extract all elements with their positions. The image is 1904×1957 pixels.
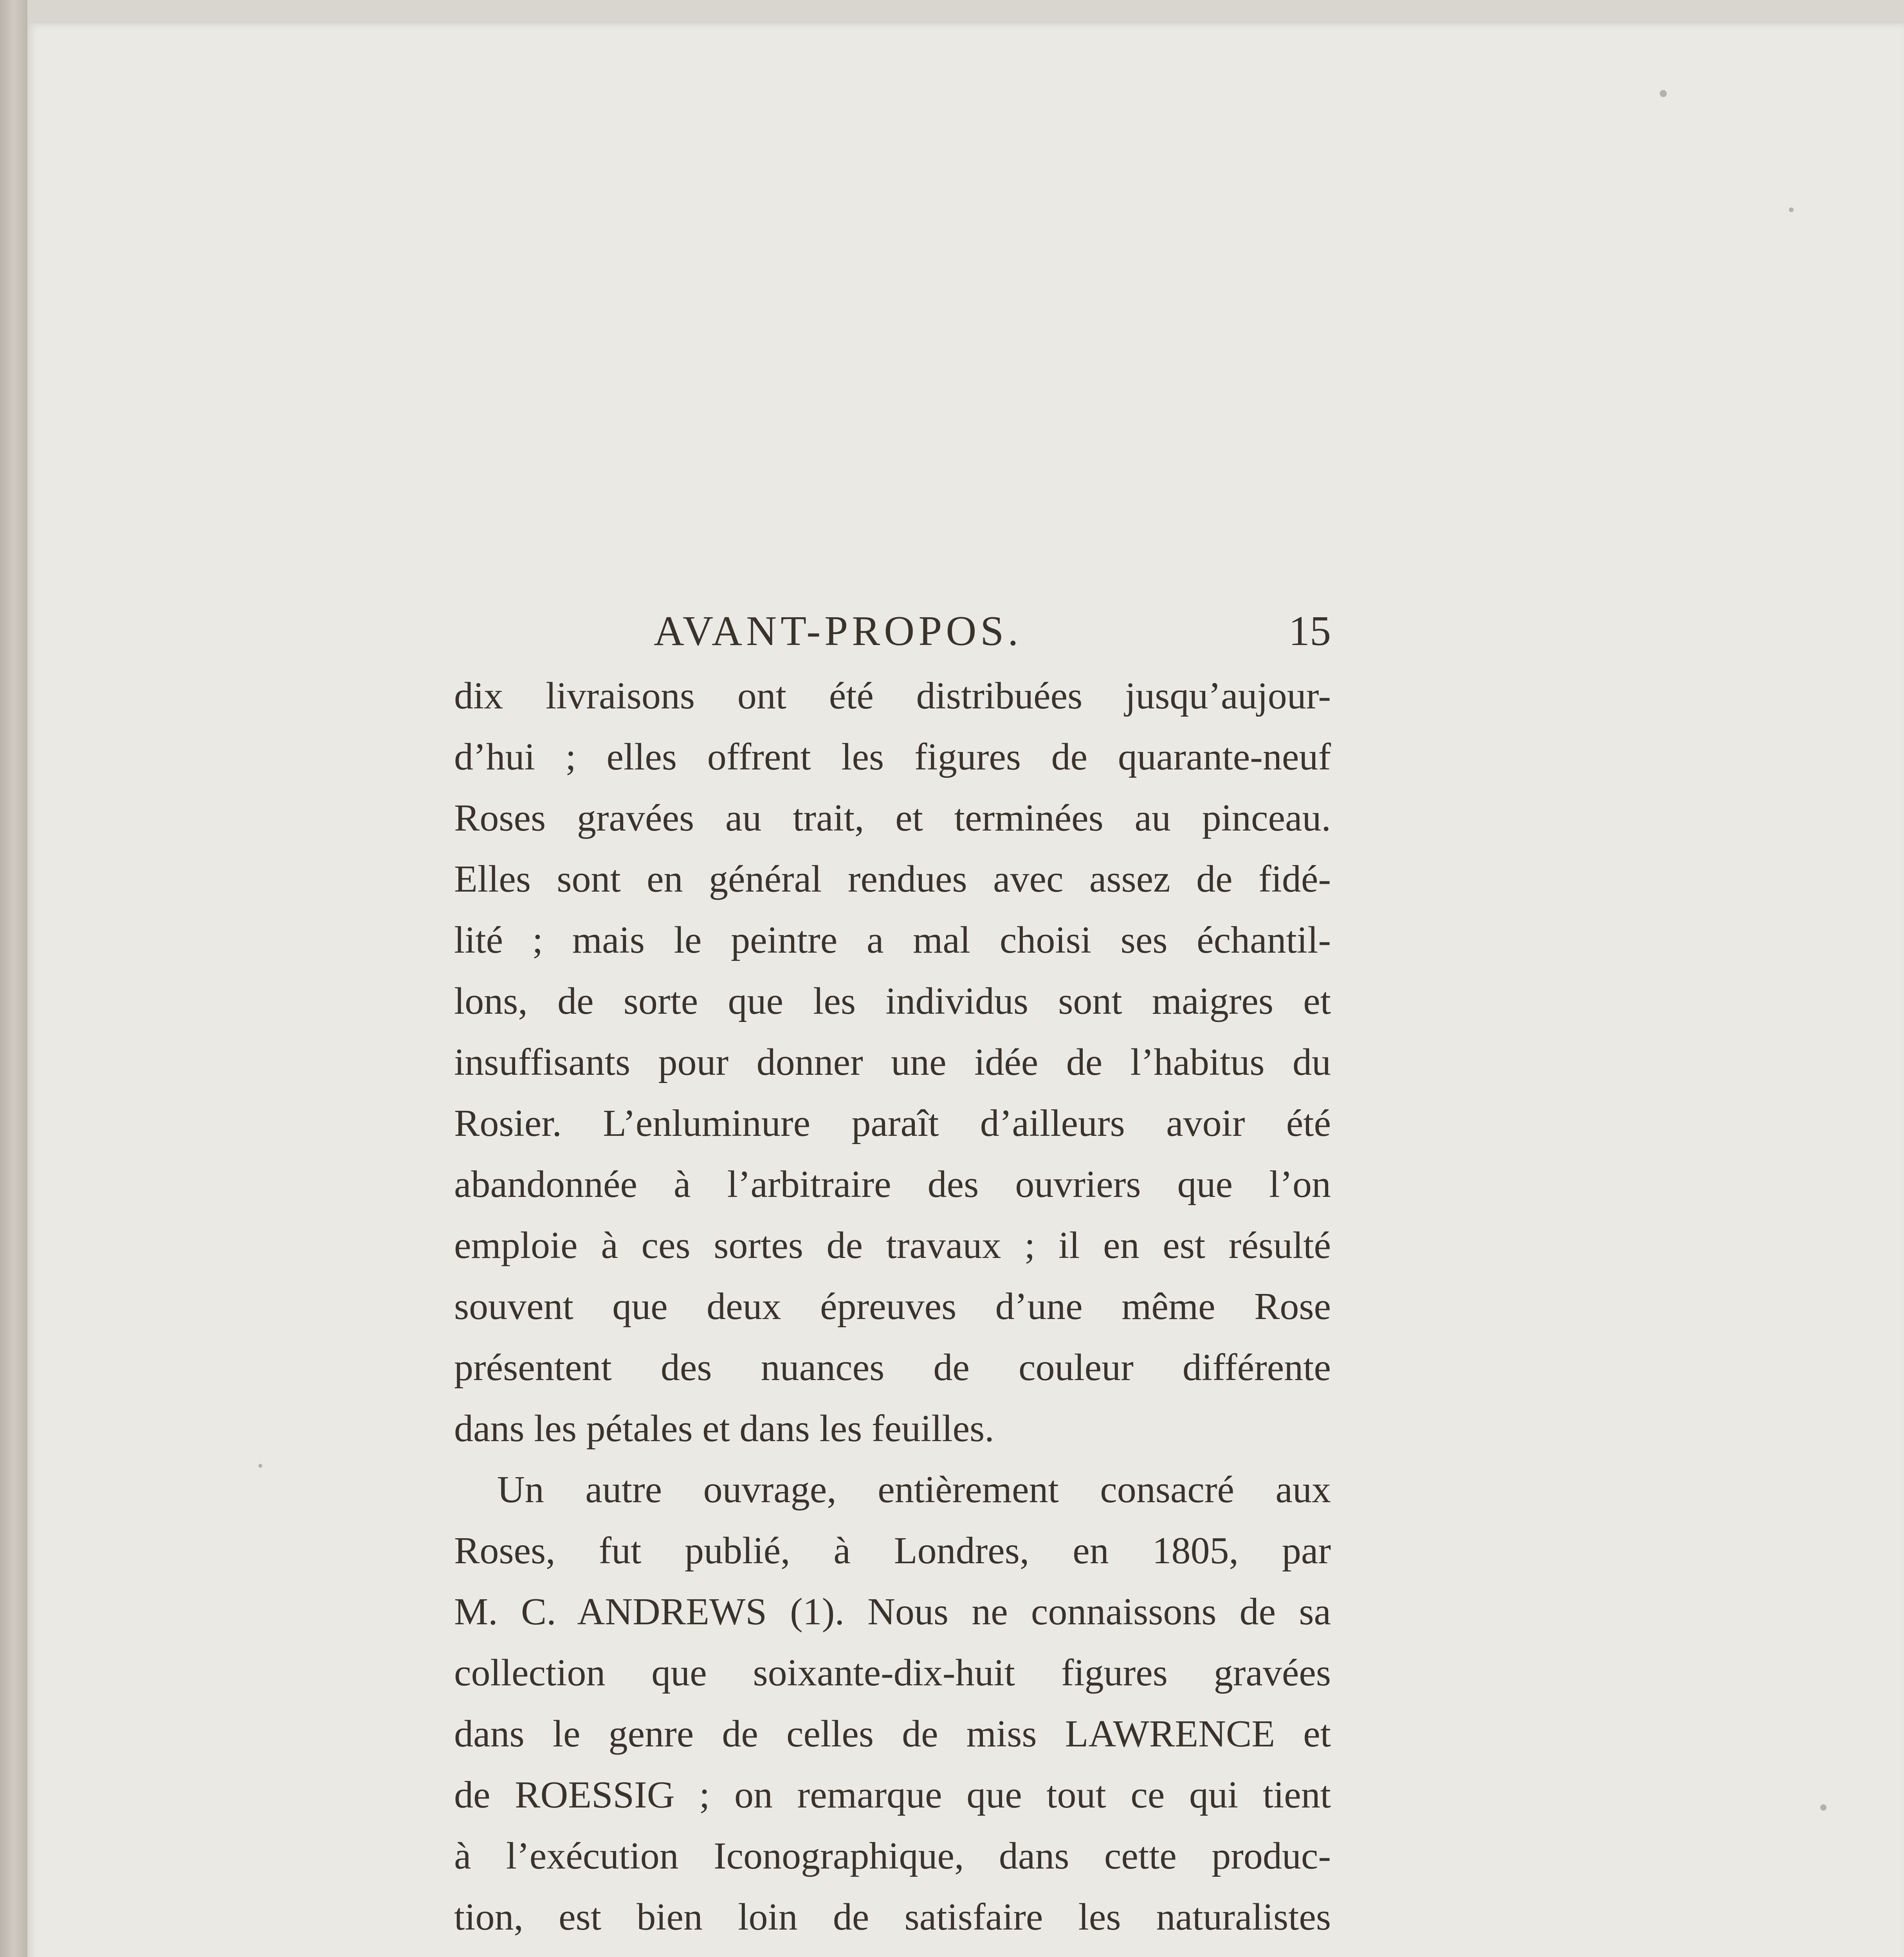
left-page-edge bbox=[0, 0, 27, 1957]
text-line: souvent que deux épreuves d’une même Rose bbox=[454, 1285, 1331, 1328]
text-line: tion, est bien loin de satisfaire les naturalistes bbox=[454, 1896, 1331, 1938]
foxing-spot bbox=[1660, 90, 1667, 97]
text-line: dans les pétales et dans les feuilles. bbox=[454, 1407, 994, 1450]
text-line: lité ; mais le peintre a mal choisi ses échantil- bbox=[454, 919, 1331, 961]
text-line: Elles sont en général rendues avec assez de fidé- bbox=[454, 858, 1331, 900]
text-line: abandonnée à l’arbitraire des ouvriers que l’on bbox=[454, 1163, 1331, 1206]
text-line: Rosier. L’enluminure paraît d’ailleurs avoir été bbox=[454, 1102, 1331, 1144]
running-title: AVANT-PROPOS. bbox=[654, 608, 1022, 654]
text-line: à l’exécution Iconographique, dans cette produc- bbox=[454, 1835, 1331, 1877]
text-line: Roses gravées au trait, et terminées au pinceau. bbox=[454, 797, 1331, 839]
text-line: Roses, fut publié, à Londres, en 1805, par bbox=[454, 1530, 1331, 1572]
text-line: présentent des nuances de couleur différente bbox=[454, 1346, 1331, 1389]
text-line: de ROESSIG ; on remarque que tout ce qui tient bbox=[454, 1774, 1331, 1816]
text-line: dans le genre de celles de miss LAWRENCE et bbox=[454, 1713, 1331, 1755]
text-line: insuffisants pour donner une idée de l’habitus du bbox=[454, 1041, 1331, 1083]
foxing-spot bbox=[258, 1464, 262, 1468]
page-number: 15 bbox=[1289, 608, 1331, 654]
foxing-spot bbox=[1789, 207, 1794, 212]
text-line: d’hui ; elles offrent les figures de quarante-neuf bbox=[454, 736, 1331, 778]
text-line: M. C. ANDREWS (1). Nous ne connaissons de sa bbox=[454, 1591, 1331, 1633]
text-line: collection que soixante-dix-huit figures gravées bbox=[454, 1652, 1331, 1694]
running-head bbox=[454, 606, 1331, 657]
text-line: lons, de sorte que les individus sont maigres et bbox=[454, 980, 1331, 1022]
text-line: Un autre ouvrage, entièrement consacré aux bbox=[497, 1469, 1331, 1511]
text-line: dix livraisons ont été distribuées jusqu’aujour- bbox=[454, 675, 1331, 717]
body-text bbox=[454, 665, 1331, 1948]
text-line: emploie à ces sortes de travaux ; il en est résulté bbox=[454, 1224, 1331, 1267]
foxing-spot bbox=[1820, 1804, 1826, 1811]
